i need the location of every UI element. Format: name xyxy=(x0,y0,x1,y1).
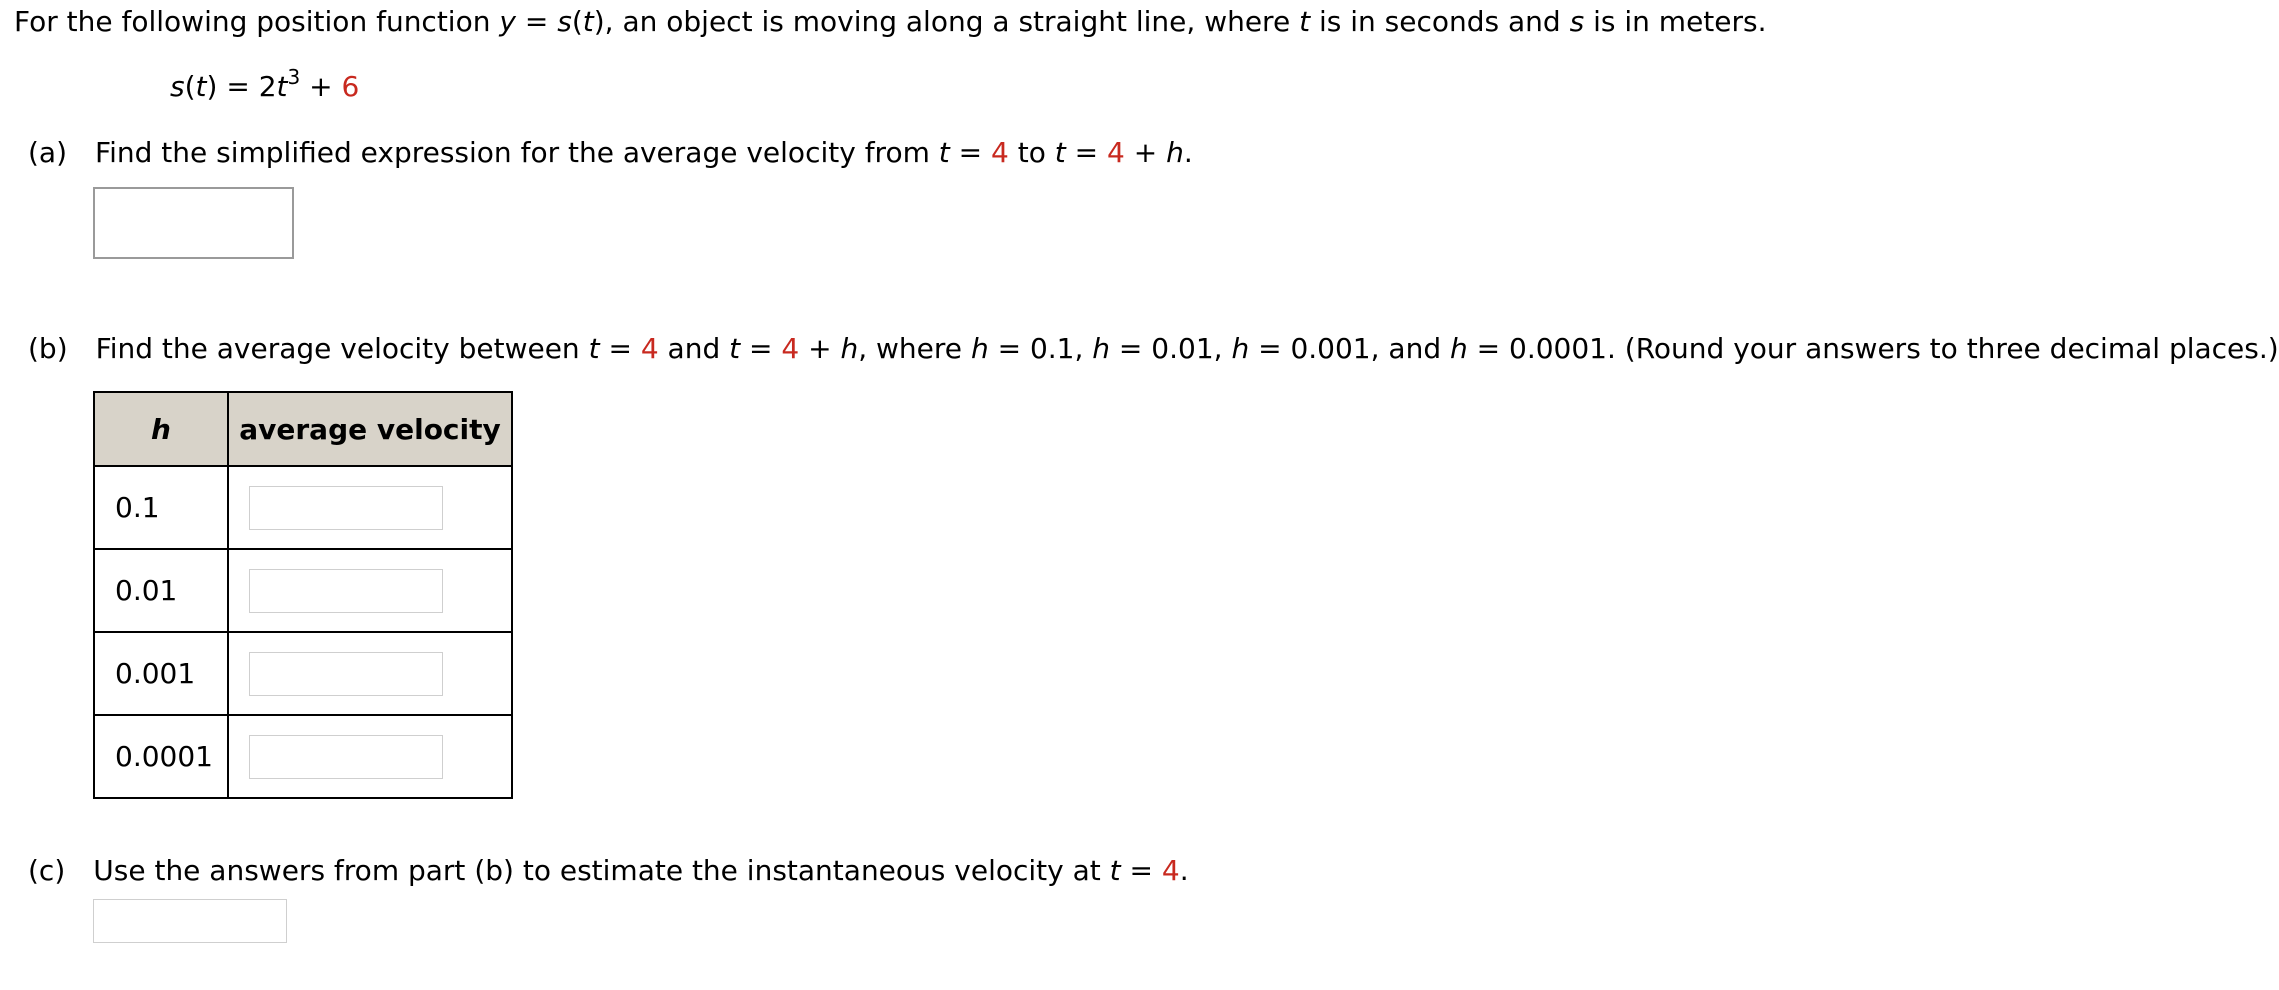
table-row xyxy=(94,549,512,632)
header-h: h xyxy=(94,392,228,466)
h-value: 0.001 xyxy=(94,632,228,715)
part-a-question: (a) Find the simplified expression for the average velocity from t = 4 to t = 4 + h. xyxy=(28,136,1193,169)
velocity-cell xyxy=(228,715,512,798)
part-c-question: (c) Use the answers from part (b) to estimate the instantaneous velocity at t = 4. xyxy=(28,854,1189,887)
exponent: 3 xyxy=(287,65,301,89)
h-value: 0.0001 xyxy=(94,715,228,798)
velocity-cell xyxy=(228,549,512,632)
table-row xyxy=(94,632,512,715)
position-formula: $s(t) = 2t^3 + 6$ xyxy=(170,65,360,103)
average-velocity-table xyxy=(93,391,513,799)
part-a-label: (a) xyxy=(28,136,68,169)
velocity-cell xyxy=(228,632,512,715)
part-b-question: (b) Find the average velocity between t = 4 and t = 4 + h, where h = 0.1, h = 0.01, h = 0.001, and h = 0.0001. (Round your answers to three decimal places.) xyxy=(28,332,2279,365)
velocity-input-1[interactable] xyxy=(249,486,443,530)
h-value: 0.01 xyxy=(94,549,228,632)
part-c-answer-input[interactable] xyxy=(93,899,287,943)
part-c-label: (c) xyxy=(28,854,66,887)
problem-intro: For the following position function y = s(t), an object is moving along a straight line, where t is in seconds and s is in meters. xyxy=(14,5,1767,38)
part-a-answer-input[interactable] xyxy=(93,187,294,259)
table-row xyxy=(94,715,512,798)
velocity-cell xyxy=(228,466,512,549)
table-header-row xyxy=(94,392,512,466)
velocity-input-4[interactable] xyxy=(249,735,443,779)
velocity-input-2[interactable] xyxy=(249,569,443,613)
table-row xyxy=(94,466,512,549)
h-value: 0.1 xyxy=(94,466,228,549)
part-b-label: (b) xyxy=(28,332,68,365)
formula-constant: 6 xyxy=(341,70,360,103)
header-average-velocity: average velocity xyxy=(228,392,512,466)
velocity-input-3[interactable] xyxy=(249,652,443,696)
